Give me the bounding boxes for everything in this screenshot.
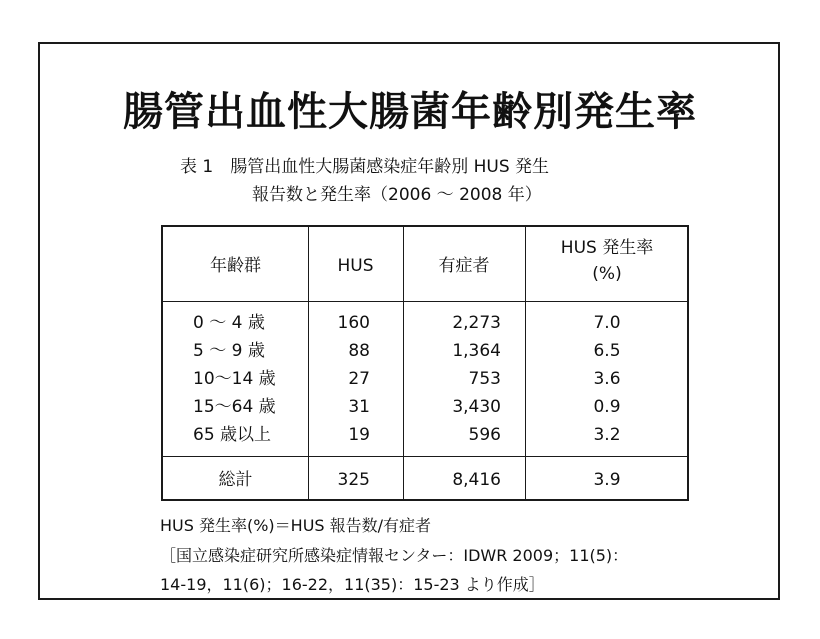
row-patients: 2,273 (452, 313, 501, 333)
page-title: 腸管出血性大腸菌年齢別発生率 (123, 89, 697, 135)
row-rate: 3.6 (593, 369, 621, 389)
footnote-formula: HUS 発生率(%)＝HUS 報告数/有症者 (160, 516, 432, 535)
header-rate: HUS 発生率 (560, 238, 654, 258)
row-patients: 1,364 (452, 341, 501, 361)
row-patients: 753 (468, 369, 501, 389)
header-divider (163, 301, 687, 302)
header-patients: 有症者 (438, 256, 490, 276)
row-age: 10～14 歳 (193, 369, 276, 389)
row-rate: 6.5 (593, 341, 621, 361)
total-label: 総計 (218, 470, 253, 490)
row-rate: 3.2 (593, 425, 621, 445)
row-age: 0 ～ 4 歳 (193, 313, 265, 333)
row-hus: 19 (348, 425, 370, 445)
row-patients: 3,430 (452, 397, 501, 417)
row-age: 65 歳以上 (193, 425, 272, 445)
row-patients: 596 (468, 425, 501, 445)
row-rate: 7.0 (593, 313, 621, 333)
row-hus: 88 (348, 341, 370, 361)
footnote-source-line-1: ［国立感染症研究所感染症情報センター：IDWR 2009；11(5)： (160, 546, 629, 565)
footnote-source-line-2: 14-19，11(6)；16-22，11(35)：15-23 より作成］ (160, 575, 545, 594)
total-patients: 8,416 (452, 470, 501, 490)
row-hus: 27 (348, 369, 370, 389)
row-age: 5 ～ 9 歳 (193, 341, 265, 361)
header-rate-unit: (%) (592, 264, 622, 284)
hus-table (161, 225, 689, 501)
row-hus: 160 (337, 313, 370, 333)
row-rate: 0.9 (593, 397, 621, 417)
total-hus: 325 (337, 470, 370, 490)
total-rate: 3.9 (593, 470, 621, 490)
header-age: 年齢群 (210, 256, 261, 276)
table-caption-line-2: 報告数と発生率（2006 ～ 2008 年） (252, 185, 542, 205)
header-hus: HUS (337, 256, 374, 276)
row-hus: 31 (348, 397, 370, 417)
total-divider (163, 456, 687, 457)
table-caption-line-1: 表 1 腸管出血性大腸菌感染症年齢別 HUS 発生 (180, 157, 550, 177)
row-age: 15～64 歳 (193, 397, 276, 417)
